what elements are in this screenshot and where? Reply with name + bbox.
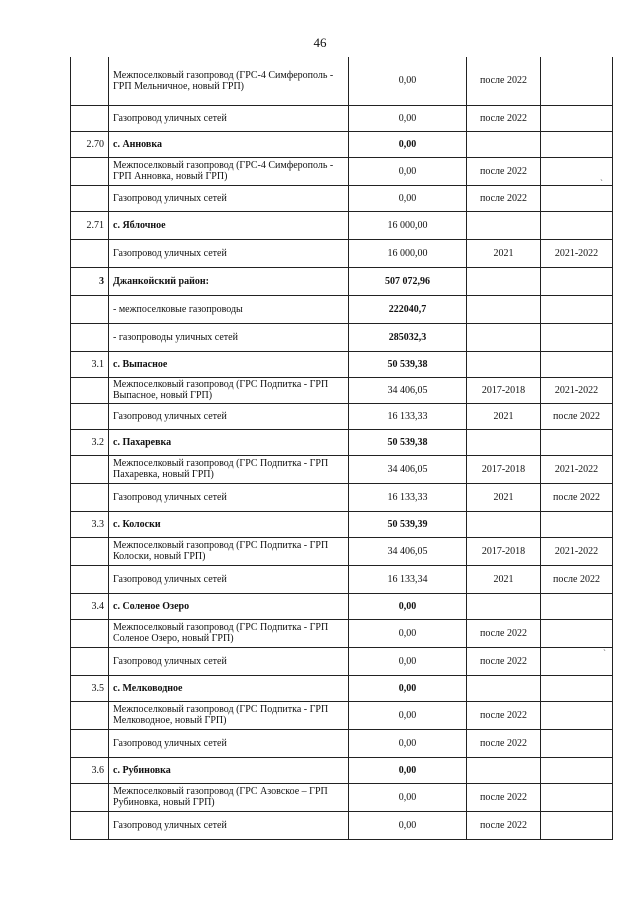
row-name-cell: Газопровод уличных сетей	[109, 811, 349, 839]
row-number-cell: 3.3	[71, 511, 109, 537]
row-period2-cell	[541, 675, 613, 701]
table-row	[71, 105, 613, 131]
row-name-cell: с. Анновка	[109, 131, 349, 157]
row-period2-cell	[541, 323, 613, 351]
scan-mark: `	[600, 178, 603, 188]
row-sum-cell: 0,00	[349, 811, 467, 839]
row-period-cell: после 2022	[467, 783, 541, 811]
row-number-cell	[71, 647, 109, 675]
row-number-cell	[71, 783, 109, 811]
table-body	[71, 57, 613, 839]
row-sum-cell: 50 539,38	[349, 429, 467, 455]
row-period-cell	[467, 131, 541, 157]
table-row	[71, 185, 613, 211]
row-period-cell: после 2022	[467, 157, 541, 185]
row-sum-cell: 0,00	[349, 675, 467, 701]
row-period2-cell	[541, 811, 613, 839]
row-period2-cell	[541, 185, 613, 211]
table-row	[71, 455, 613, 483]
table-row	[71, 647, 613, 675]
table-row	[71, 211, 613, 239]
row-period2-cell: после 2022	[541, 403, 613, 429]
row-name-cell: Газопровод уличных сетей	[109, 403, 349, 429]
row-name-cell: Межпоселковый газопровод (ГРС Подпитка - ГРП Мелководное, новый ГРП)	[109, 701, 349, 729]
table-row	[71, 729, 613, 757]
row-number-cell	[71, 157, 109, 185]
row-number-cell: 3.2	[71, 429, 109, 455]
row-period2-cell	[541, 211, 613, 239]
table-row	[71, 619, 613, 647]
row-number-cell	[71, 295, 109, 323]
row-name-cell: с. Яблочное	[109, 211, 349, 239]
row-sum-cell: 0,00	[349, 105, 467, 131]
row-period2-cell: 2021-2022	[541, 377, 613, 403]
row-period-cell: после 2022	[467, 185, 541, 211]
row-period-cell: 2021	[467, 565, 541, 593]
table-row	[71, 511, 613, 537]
row-period-cell	[467, 593, 541, 619]
table-row	[71, 483, 613, 511]
table-row	[71, 537, 613, 565]
row-name-cell: Газопровод уличных сетей	[109, 105, 349, 131]
table-row	[71, 267, 613, 295]
row-number-cell: 2.71	[71, 211, 109, 239]
row-name-cell: Газопровод уличных сетей	[109, 483, 349, 511]
page-number: 46	[313, 35, 327, 50]
row-name-cell: - газопроводы уличных сетей	[109, 323, 349, 351]
row-name-cell: с. Мелководное	[109, 675, 349, 701]
row-name-cell: Межпоселковый газопровод (ГРС Азовское – ГРП Рубиновка, новый ГРП)	[109, 783, 349, 811]
row-number-cell	[71, 701, 109, 729]
row-period2-cell	[541, 57, 613, 105]
row-sum-cell: 0,00	[349, 783, 467, 811]
row-period-cell	[467, 323, 541, 351]
row-sum-cell: 34 406,05	[349, 455, 467, 483]
row-period2-cell	[541, 593, 613, 619]
table-row	[71, 351, 613, 377]
row-name-cell: с. Выпасное	[109, 351, 349, 377]
row-period2-cell: 2021-2022	[541, 239, 613, 267]
row-sum-cell: 0,00	[349, 157, 467, 185]
row-period2-cell	[541, 267, 613, 295]
row-period2-cell	[541, 131, 613, 157]
row-number-cell	[71, 403, 109, 429]
row-period-cell	[467, 511, 541, 537]
row-name-cell: - межпоселковые газопроводы	[109, 295, 349, 323]
row-number-cell	[71, 323, 109, 351]
row-number-cell	[71, 483, 109, 511]
row-period2-cell	[541, 757, 613, 783]
row-sum-cell: 50 539,39	[349, 511, 467, 537]
row-period-cell	[467, 211, 541, 239]
table-row	[71, 565, 613, 593]
row-sum-cell: 16 133,33	[349, 483, 467, 511]
row-period-cell: 2021	[467, 239, 541, 267]
row-name-cell: Межпоселковый газопровод (ГРС Подпитка - ГРП Пахаревка, новый ГРП)	[109, 455, 349, 483]
row-sum-cell: 0,00	[349, 131, 467, 157]
row-number-cell	[71, 537, 109, 565]
row-name-cell: Газопровод уличных сетей	[109, 729, 349, 757]
row-sum-cell: 0,00	[349, 647, 467, 675]
row-sum-cell: 222040,7	[349, 295, 467, 323]
row-period2-cell	[541, 511, 613, 537]
row-name-cell: Межпоселковый газопровод (ГРС-4 Симферополь - ГРП Анновка, новый ГРП)	[109, 157, 349, 185]
row-sum-cell: 0,00	[349, 593, 467, 619]
table-row	[71, 783, 613, 811]
row-sum-cell: 34 406,05	[349, 537, 467, 565]
table-row	[71, 675, 613, 701]
row-sum-cell: 34 406,05	[349, 377, 467, 403]
table-row	[71, 295, 613, 323]
row-period2-cell	[541, 647, 613, 675]
row-number-cell: 3.5	[71, 675, 109, 701]
row-period-cell: 2021	[467, 483, 541, 511]
table-row	[71, 323, 613, 351]
row-number-cell	[71, 619, 109, 647]
row-name-cell: Газопровод уличных сетей	[109, 185, 349, 211]
row-name-cell: Межпоселковый газопровод (ГРС Подпитка - ГРП Соленое Озеро, новый ГРП)	[109, 619, 349, 647]
row-period2-cell	[541, 619, 613, 647]
row-name-cell: Межпоселковый газопровод (ГРС Подпитка - ГРП Выпасное, новый ГРП)	[109, 377, 349, 403]
row-name-cell: Межпоселковый газопровод (ГРС-4 Симферополь - ГРП Мельничное, новый ГРП)	[109, 57, 349, 105]
table-row	[71, 811, 613, 839]
row-name-cell: с. Рубиновка	[109, 757, 349, 783]
row-period-cell	[467, 429, 541, 455]
row-number-cell: 3.1	[71, 351, 109, 377]
row-period2-cell	[541, 729, 613, 757]
row-period-cell: после 2022	[467, 811, 541, 839]
row-period-cell: 2021	[467, 403, 541, 429]
row-period2-cell	[541, 295, 613, 323]
row-name-cell: Газопровод уличных сетей	[109, 647, 349, 675]
row-sum-cell: 16 000,00	[349, 211, 467, 239]
row-number-cell	[71, 377, 109, 403]
row-period-cell: после 2022	[467, 57, 541, 105]
row-number-cell	[71, 455, 109, 483]
row-number-cell	[71, 185, 109, 211]
table-row	[71, 593, 613, 619]
row-sum-cell: 285032,3	[349, 323, 467, 351]
row-number-cell: 2.70	[71, 131, 109, 157]
row-sum-cell: 0,00	[349, 701, 467, 729]
row-period-cell: 2017-2018	[467, 455, 541, 483]
table-row	[71, 757, 613, 783]
row-number-cell	[71, 57, 109, 105]
row-number-cell	[71, 729, 109, 757]
row-name-cell: с. Колоски	[109, 511, 349, 537]
table-row	[71, 239, 613, 267]
row-name-cell: Газопровод уличных сетей	[109, 239, 349, 267]
row-number-cell	[71, 565, 109, 593]
row-name-cell: Межпоселковый газопровод (ГРС Подпитка - ГРП Колоски, новый ГРП)	[109, 537, 349, 565]
table-row	[71, 429, 613, 455]
table-row	[71, 131, 613, 157]
row-period-cell: 2017-2018	[467, 537, 541, 565]
row-period2-cell	[541, 351, 613, 377]
row-period-cell	[467, 267, 541, 295]
row-period2-cell: после 2022	[541, 565, 613, 593]
row-number-cell	[71, 105, 109, 131]
row-number-cell: 3	[71, 267, 109, 295]
row-period-cell: после 2022	[467, 701, 541, 729]
row-name-cell: Джанкойский район:	[109, 267, 349, 295]
row-name-cell: с. Соленое Озеро	[109, 593, 349, 619]
row-period-cell: после 2022	[467, 105, 541, 131]
row-period2-cell: 2021-2022	[541, 455, 613, 483]
row-period-cell: после 2022	[467, 729, 541, 757]
row-name-cell: Газопровод уличных сетей	[109, 565, 349, 593]
row-sum-cell: 0,00	[349, 185, 467, 211]
row-sum-cell: 50 539,38	[349, 351, 467, 377]
row-period2-cell	[541, 429, 613, 455]
row-sum-cell: 0,00	[349, 619, 467, 647]
row-period-cell: после 2022	[467, 619, 541, 647]
row-number-cell	[71, 239, 109, 267]
table-row	[71, 377, 613, 403]
row-period-cell	[467, 675, 541, 701]
row-sum-cell: 16 133,33	[349, 403, 467, 429]
row-sum-cell: 16 133,34	[349, 565, 467, 593]
row-sum-cell: 507 072,96	[349, 267, 467, 295]
table-row	[71, 701, 613, 729]
row-number-cell: 3.6	[71, 757, 109, 783]
row-period2-cell	[541, 783, 613, 811]
row-period-cell: после 2022	[467, 647, 541, 675]
row-sum-cell: 0,00	[349, 57, 467, 105]
table-row	[71, 403, 613, 429]
row-sum-cell: 0,00	[349, 729, 467, 757]
row-period-cell	[467, 351, 541, 377]
table-row	[71, 57, 613, 105]
row-sum-cell: 16 000,00	[349, 239, 467, 267]
row-period2-cell: 2021-2022	[541, 537, 613, 565]
gas-pipeline-table	[70, 57, 613, 840]
row-period-cell: 2017-2018	[467, 377, 541, 403]
row-number-cell: 3.4	[71, 593, 109, 619]
row-period2-cell	[541, 105, 613, 131]
row-period-cell	[467, 757, 541, 783]
row-period2-cell: после 2022	[541, 483, 613, 511]
row-number-cell	[71, 811, 109, 839]
row-period2-cell	[541, 701, 613, 729]
scan-mark: `	[603, 648, 606, 658]
row-name-cell: с. Пахаревка	[109, 429, 349, 455]
table-row	[71, 157, 613, 185]
row-sum-cell: 0,00	[349, 757, 467, 783]
row-period-cell	[467, 295, 541, 323]
